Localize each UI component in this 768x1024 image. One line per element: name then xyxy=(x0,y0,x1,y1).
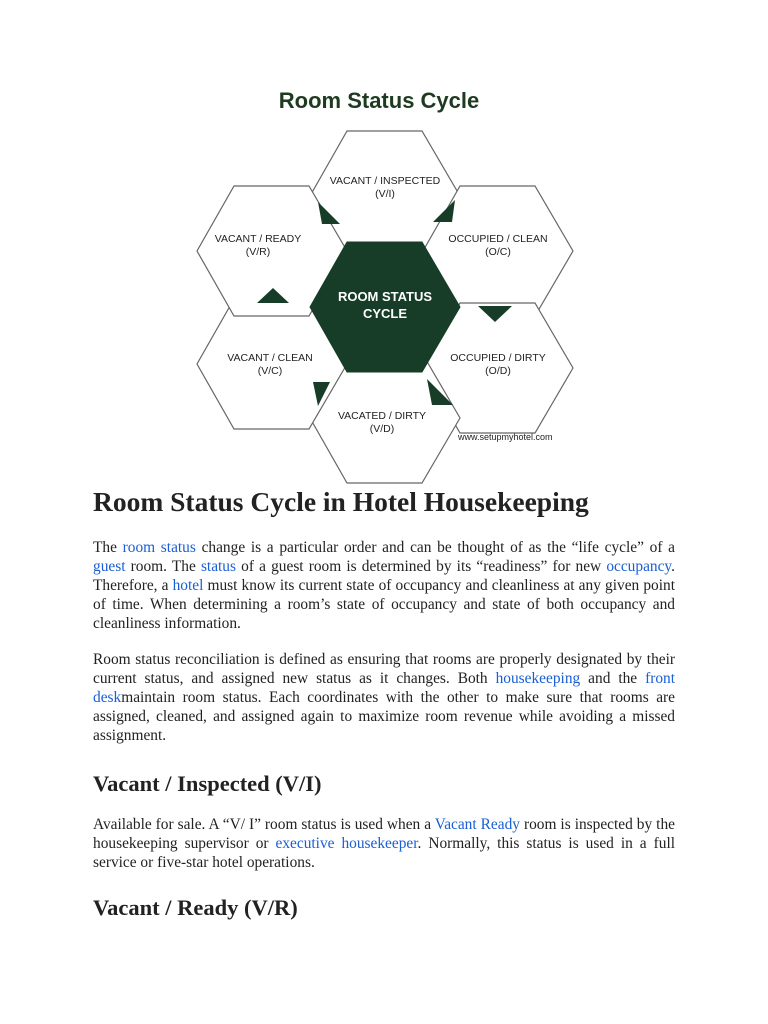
paragraph-intro xyxy=(93,538,675,633)
hex-code: (V/R) xyxy=(245,246,271,258)
hex-code: (V/C) xyxy=(257,365,283,377)
hex-code: (V/I) xyxy=(375,188,395,200)
link-room-status[interactable]: room status xyxy=(122,539,196,556)
hex-code: (O/C) xyxy=(485,246,511,258)
website-label: www.setupmyhotel.com xyxy=(458,432,553,442)
link-executive-housekeeper[interactable]: executive housekeeper xyxy=(275,835,418,852)
link-occupancy[interactable]: occupancy xyxy=(606,558,672,575)
text: room. The xyxy=(125,558,201,575)
link-guest[interactable]: guest xyxy=(93,558,126,575)
hex-label: VACANT / READY xyxy=(214,233,302,245)
link-front-desk[interactable]: front desk xyxy=(93,670,675,706)
heading-vacant-ready: Vacant / Ready (V/R) xyxy=(93,895,298,920)
text: Available for sale. A “V/ I” room status is used when a xyxy=(93,816,435,833)
text: maintain room status. Each coordinates with the other to make sure that rooms are assigned, cleaned, and assigned again to maximize room revenue while avoiding a missed assignment. xyxy=(93,689,675,744)
hex-label: VACANT / INSPECTED xyxy=(329,175,441,187)
hex-label: VACATED / DIRTY xyxy=(337,410,427,422)
text: The xyxy=(93,539,123,556)
text: and the xyxy=(580,670,646,687)
text: change is a particular order and can be thought of as the “life cycle” of a xyxy=(195,539,675,556)
article xyxy=(93,484,675,923)
hex-label: OCCUPIED / DIRTY xyxy=(450,352,546,364)
text: . Therefore, a xyxy=(93,558,675,594)
text: of a guest room is determined by its “readiness” for new xyxy=(236,558,607,575)
text: room is inspected by the housekeeping supervisor or xyxy=(93,816,675,852)
diagram-title: Room Status Cycle xyxy=(278,88,480,113)
article-title: Room Status Cycle in Hotel Housekeeping xyxy=(93,486,589,517)
hex-label: VACANT / CLEAN xyxy=(227,352,313,364)
link-housekeeping[interactable]: housekeeping xyxy=(495,670,581,687)
text: Room status reconciliation is defined as ensuring that rooms are properly designated by their current status, and assigned new status as it changes. Both xyxy=(93,651,675,687)
hex-code: (O/D) xyxy=(485,365,511,377)
link-vacant-ready[interactable]: Vacant Ready xyxy=(434,816,520,833)
center-label-line2: CYCLE xyxy=(362,306,408,321)
link-status[interactable]: status xyxy=(200,558,236,575)
paragraph-vacant-inspected xyxy=(93,815,675,872)
heading-vacant-inspected: Vacant / Inspected (V/I) xyxy=(93,771,322,796)
paragraph-reconciliation xyxy=(93,650,675,745)
link-hotel[interactable]: hotel xyxy=(172,577,204,594)
hex-label: OCCUPIED / CLEAN xyxy=(448,233,548,245)
hex-code: (V/D) xyxy=(369,423,395,435)
text: must know its current state of occupancy and cleanliness at any given point of time. When determining a room’s state of occupancy and state of both occupancy and cleanliness information. xyxy=(93,577,675,632)
center-label-line1: ROOM STATUS xyxy=(337,289,433,304)
room-status-cycle-diagram xyxy=(190,82,580,486)
text: . Normally, this status is used in a full service or five-star hotel operations. xyxy=(93,835,675,871)
